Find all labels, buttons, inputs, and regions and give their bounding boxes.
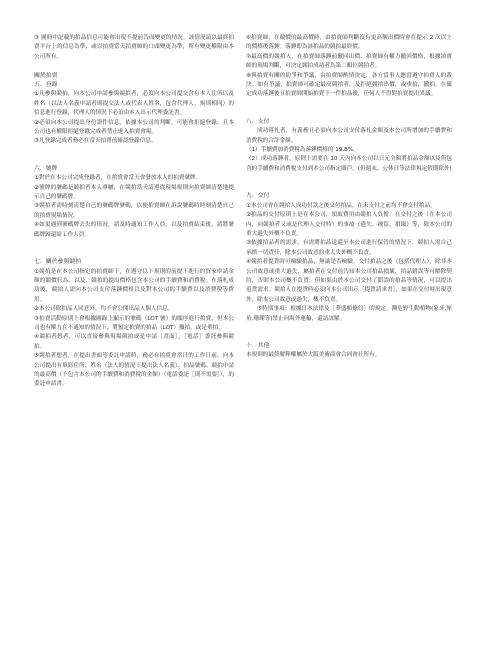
delivery-item: ④競拍者提貨時可檢驗拍品，無論是否檢驗，交付拍品之後（包括代理人），除非本公司故意或重大過失，屬拍者在交付前告知本公司拍品損壞，拍品錯誤等可解除契約，否則本公司概不負責，但如果由於本公司交付了錯誤的拍品等情況，可以提出退貨需求。競拍人在提貨時必須向本公司出示［提貨請求書］，如果在交付時出現意外，除本公司故意或過失，概不負責。 [246, 259, 452, 303]
registration-item: ①凡參與競拍，向本公司申請參與競拍者，必須向本公司提交含有本人住所以及姓名（以法人名義申請者則提交法人或代表人姓名，包含代理人，規則相同）的信息進行登錄，代理人的情況下必須由本人出示代理委託書。 [34, 91, 234, 117]
section-heading-paddle: 六．號牌 [34, 165, 58, 172]
section-heading-payment: 八．支付 [246, 118, 270, 125]
bidding-item: ⑦最高價的競拍人，在拍賣師落錘前撤回出價，拍賣師有權力撤回價格，根據拍賣師的現場判斷，可決定競拍成功者為第二順位競拍者。 [246, 53, 452, 70]
payment-intro: 成功落札者，有義務且必須向本公司支付落札金額及本公司所增加的手續費和消費稅的合計金額。 [246, 128, 452, 144]
delivery-item: ②拍品的交付原則上是在本公司，領取費用由競拍人負擔。在交付之後（在本公司內，向競拍者又或是代理人交付時）的事故（遺失，被盜，損壞）等，除本公司的重大過失外概不負責。 [246, 212, 452, 237]
bidding-item: ④競拍者想者，可以直接參與現場競拍或是申請［書面］，［電話］委託參與競拍。 [34, 334, 234, 350]
intro-paragraph: ③ 圖冊中記載的拍品信息可能會出現不提前告而變更的情況。該情況請以最終拍賣平台上的信息為準，或以拍賣當天拍賣師的口頭變更為準，所有變更權限由本公司所有。 [34, 35, 234, 60]
bidding-item: ②本公司除拍品人同意外，均不會公開出品人個人信息。 [34, 306, 174, 313]
delivery-special-note: ⑤特別事項：根據日本法律及［華盛頓條約］的規定，瀕危野生動植物(象牙,犀角,珊瑚等)禁止向海外運輸，還請諒解。 [246, 306, 452, 322]
section-heading-about-auction: 關於拍賣 [34, 72, 58, 79]
delivery-item: ①本公司會在競拍人成功付款之後交付拍品。在未支付之前均不會交付拍品。 [246, 202, 436, 209]
bidding-item: ⑧與拍賣有關的紛爭和爭議，由拍賣師酌情決定，各方當事人應當遵守拍賣人的裁決。如有爭議，拍賣師可確定最高競拍者，及拒絕競拍出價，或重拍，撤拍。在確定成功落錘後且拍賣師開始拍賣下一件拍品後，任何人不得對拍賣提出異議。 [246, 72, 452, 98]
other-text: 本規則的最終解釋權屬於大阪美術商會合同會社所有。 [246, 352, 381, 359]
left-column [34, 34, 234, 390]
delivery-item: ③依據拍品者的需求，有需將拍品送還至本公司進行保管的情況下，競拍人需自己承擔一切責任，除本公司故意的重大失外概不負責。 [246, 240, 452, 256]
section-heading-bidding: 七．關於參與競拍 [34, 259, 82, 266]
paddle-item: ②號牌的號碼是競拍者本人專屬，在競拍當天請遵從現場規則向拍賣師清楚地提示自己的號碼牌。 [34, 184, 234, 201]
payment-item: （1）手續費加消費稅為落錘價格的 19.8%。 [246, 147, 359, 154]
payment-item: （2）成功落錘者，原則上需要在 10 天內向本公司以日元全額將拍品金額以及所包含的手續費和消費稅支付到本公司指定賬戶。(但週末，公休日等法律規定假期除外) [246, 156, 452, 172]
registration-item: ②必須向本公司提出身份證件信息，依據本公司的判斷，可能會拒絕登錄，且本公司也有權限拒絕登錄完成者禁止進入拍賣會場。 [34, 119, 234, 136]
section-heading-registration: 五．登錄 [34, 82, 58, 89]
paddle-item: ④如果遇到號碼牌丟失的情況，請及時通知工作人員，以及拍賣結束後，請將號碼牌歸還給工作人員。 [34, 222, 234, 238]
bidding-item: ⑥拍賣師，在競價的最高價時，由拍賣師判斷沒有更高額出價時會在提示 2 次以上的價格後落錘。落錘即為該拍品的競拍最終價。 [246, 35, 452, 51]
section-heading-other: 十．其他 [246, 342, 270, 349]
registration-item: ③凡登錄完成者務必在當天拍賣前確認登錄信息。 [34, 138, 157, 145]
right-column [246, 34, 452, 361]
paddle-item: ①對於在本公司完成登錄者，在拍賣會當天會發放本人的拍賣號牌。 [34, 175, 202, 182]
bidding-item: ⑤競拍者想者，在提出書面等委託申請時，務必在拍賣會當日的工作日前，向本公司提出有填寫住所、姓名（法人的情況下提出法人名義）、拍品號碼、競拍申請的最高價（不包含本公司的手續費和消費稅的金額）（電話委託［則不需要］），的委託申請書。 [34, 353, 234, 388]
paddle-item: ③競拍者需時刻清楚自己的號碼牌號碼，以便拍賣師在訴說號碼時時刻清楚自己的拍賣現場情況。 [34, 203, 234, 219]
section-heading-delivery: 九．交付 [246, 193, 270, 200]
bidding-item: ③拍賣活動原則上會根據圖錄上顯示的號碼（LOT 號）的順序進行拍賣，但本公司也有權力在不通知的情況下，將預定拍賣的拍品（LOT）撤拍，或是重拍。 [34, 315, 234, 331]
bidding-item: ①競拍是在本公司指定的拍賣師下，在遵守以下規則的前提下進行的買家申請金額的競價行為。以及，競拍的提出價格包含本公司的手續費和消費稅。在落札成功後，競拍人需向本公司支付落錘價格以及對本公司的手續費以及消費稅等費用。 [34, 268, 234, 303]
